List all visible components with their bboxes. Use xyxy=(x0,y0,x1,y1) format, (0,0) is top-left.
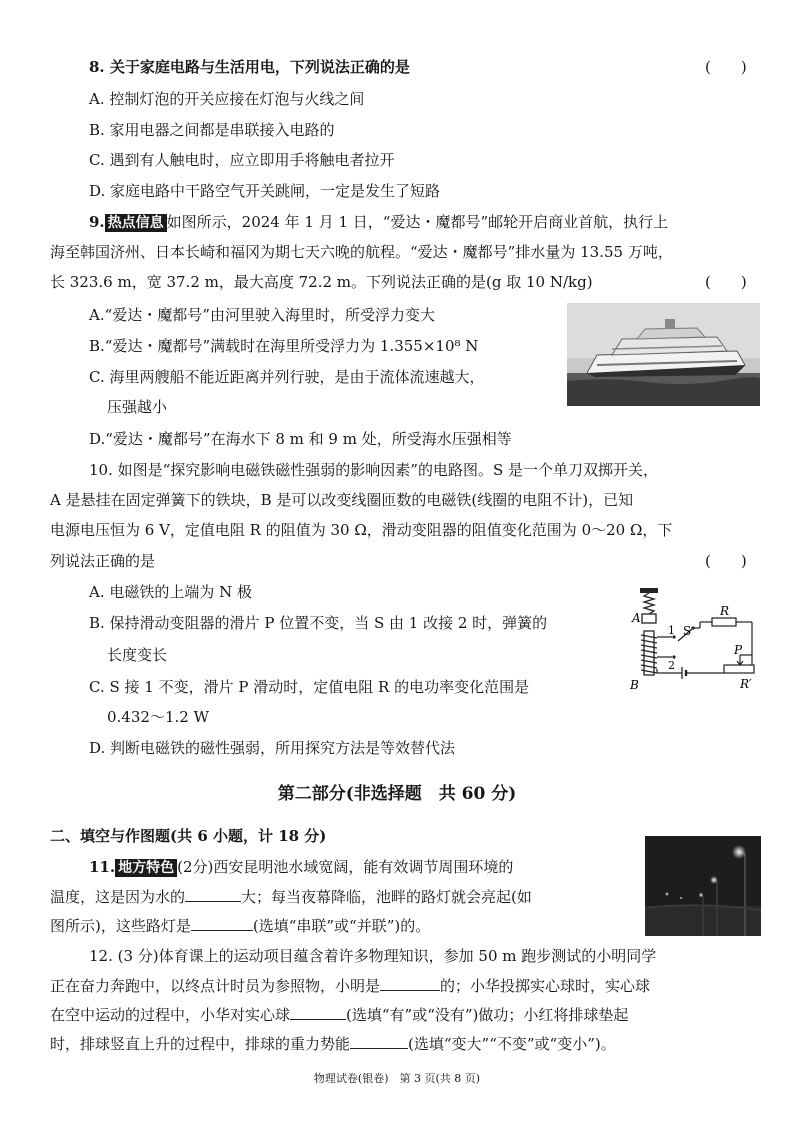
q10-option-c-line2: 0.432～1.2 W xyxy=(107,708,209,726)
section-two-heading: 二、填空与作图题(共 6 小题，计 18 分) xyxy=(50,827,327,845)
q8-option-d: D. 家庭电路中干路空气开关跳闸，一定是发生了短路 xyxy=(89,182,441,200)
q12-text-3a: 在空中运动的过程中，小华对实心球 xyxy=(50,1006,291,1024)
q11-text-3b: (选填“串联”或“并联”)的。 xyxy=(252,917,431,935)
q11-text-3a: 图所示)，这些路灯是 xyxy=(50,917,191,935)
circuit-label-r-prime: R′ xyxy=(740,677,752,691)
page-footer: 物理试卷(银卷) 第 3 页(共 8 页) xyxy=(313,1072,481,1085)
q12-line2 xyxy=(50,976,650,996)
q12-blank-2[interactable] xyxy=(290,1005,346,1020)
q12-text-4b: (选填“变大”“不变”或“变小”)。 xyxy=(408,1035,616,1053)
q11-text-2b: 大；每当夜幕降临，池畔的路灯就会亮起(如 xyxy=(241,888,532,906)
q9-option-a: A.“爱达・魔都号”由河里驶入海里时，所受浮力变大 xyxy=(89,306,435,324)
q10-line4: 列说法正确的是 xyxy=(50,552,156,570)
part-two-title: 第二部分(非选择题 共 60 分) xyxy=(277,784,517,804)
q8-option-a: A. 控制灯泡的开关应接在灯泡与火线之间 xyxy=(89,90,365,108)
street-lamp-night-photo xyxy=(645,836,761,936)
q8-option-c: C. 遇到有人触电时，应立即用手将触电者拉开 xyxy=(89,151,395,169)
q9-line2: 海至韩国济州、日本长崎和福冈为期七天六晚的航程。“爱达・魔都号”排水量为 13.55 万吨， xyxy=(50,243,673,261)
q8-option-b: B. 家用电器之间都是串联接入电路的 xyxy=(89,121,335,139)
q11-text-1: (2分)西安昆明池水域宽阔，能有效调节周围环境的 xyxy=(177,858,514,876)
circuit-label-r: R xyxy=(720,604,730,618)
q9-answer-paren: ( ) xyxy=(705,273,747,291)
q12-text-2a: 正在奋力奔跑中，以终点计时员为参照物，小明是 xyxy=(50,977,381,995)
circuit-label-1: 1 xyxy=(668,624,675,637)
q11-text-2a: 温度，这是因为水的 xyxy=(50,888,186,906)
q9-option-d: D.“爱达・魔都号”在海水下 8 m 和 9 m 处，所受海水压强相等 xyxy=(89,430,512,448)
q11-line1 xyxy=(89,857,513,877)
q10-answer-paren: ( ) xyxy=(705,552,747,570)
q9-number: 9. xyxy=(89,213,105,231)
q9-option-b: B.“爱达・魔都号”满载时在海里所受浮力为 1.355×10⁸ N xyxy=(89,337,479,355)
q10-line2: A 是悬挂在固定弹簧下的铁块，B 是可以改变线圈匝数的电磁铁(线圈的电阻不计)，已知 xyxy=(50,491,634,509)
q11-local-feature-tag: 地方特色 xyxy=(115,859,177,877)
q12-blank-1[interactable] xyxy=(380,976,440,991)
circuit-label-a: A xyxy=(632,611,641,625)
cruise-ship-photo xyxy=(567,303,760,406)
q9-option-c-line1: C. 海里两艘船不能近距离并列行驶，是由于流体流速越大， xyxy=(89,368,485,386)
q11-blank-2[interactable] xyxy=(191,916,253,931)
circuit-label-2: 2 xyxy=(668,659,675,672)
q12-text-4a: 时，排球竖直上升的过程中，排球的重力势能 xyxy=(50,1035,351,1053)
q12-line3 xyxy=(50,1005,628,1025)
q12-text-3b: (选填“有”或“没有”)做功；小红将排球垫起 xyxy=(346,1006,629,1024)
q9-hot-info-tag: 热点信息 xyxy=(105,214,167,232)
q11-line3 xyxy=(50,916,430,936)
circuit-label-b: B xyxy=(630,678,639,692)
circuit-label-p: P xyxy=(734,643,743,657)
q10-option-a: A. 电磁铁的上端为 N 极 xyxy=(89,583,253,601)
q9-line3: 长 323.6 m，宽 37.2 m，最大高度 72.2 m。下列说法正确的是(g 取 10 N/kg) xyxy=(50,273,593,291)
electromagnet-circuit-diagram xyxy=(628,585,768,695)
q11-number: 11. xyxy=(89,858,116,876)
q10-option-b-line1: B. 保持滑动变阻器的滑片 P 位置不变，当 S 由 1 改接 2 时，弹簧的 xyxy=(89,614,548,632)
q10-option-d: D. 判断电磁铁的磁性强弱，所用探究方法是等效替代法 xyxy=(89,739,456,757)
q8-answer-paren: ( ) xyxy=(705,58,747,76)
q12-text-2b: 的；小华投掷实心球时，实心球 xyxy=(440,977,651,995)
q10-option-c-line1: C. S 接 1 不变，滑片 P 滑动时，定值电阻 R 的电功率变化范围是 xyxy=(89,678,530,696)
q12-line1: 12. (3 分)体育课上的运动项目蕴含着许多物理知识，参加 50 m 跑步测试的小明同学 xyxy=(89,947,657,965)
q10-line3: 电源电压恒为 6 V，定值电阻 R 的阻值为 30 Ω，滑动变阻器的阻值变化范围为 0～20 Ω，下 xyxy=(50,521,673,539)
q10-line1: 10. 如图是“探究影响电磁铁磁性强弱的影响因素”的电路图。S 是一个单刀双掷开关， xyxy=(89,461,659,479)
circuit-label-s: S xyxy=(683,624,692,638)
q10-option-b-line2: 长度变长 xyxy=(107,646,168,664)
q11-blank-1[interactable] xyxy=(185,887,241,902)
q9-option-c-line2: 压强越小 xyxy=(107,398,168,416)
q8-stem: 8. 关于家庭电路与生活用电，下列说法正确的是 xyxy=(89,58,410,76)
q9-text-1: 如图所示，2024 年 1 月 1 日，“爱达・魔都号”邮轮开启商业首航，执行上 xyxy=(166,213,669,231)
q12-blank-3[interactable] xyxy=(350,1034,408,1049)
q9-line1 xyxy=(89,212,668,232)
q12-line4 xyxy=(50,1034,616,1054)
q11-line2 xyxy=(50,887,532,907)
